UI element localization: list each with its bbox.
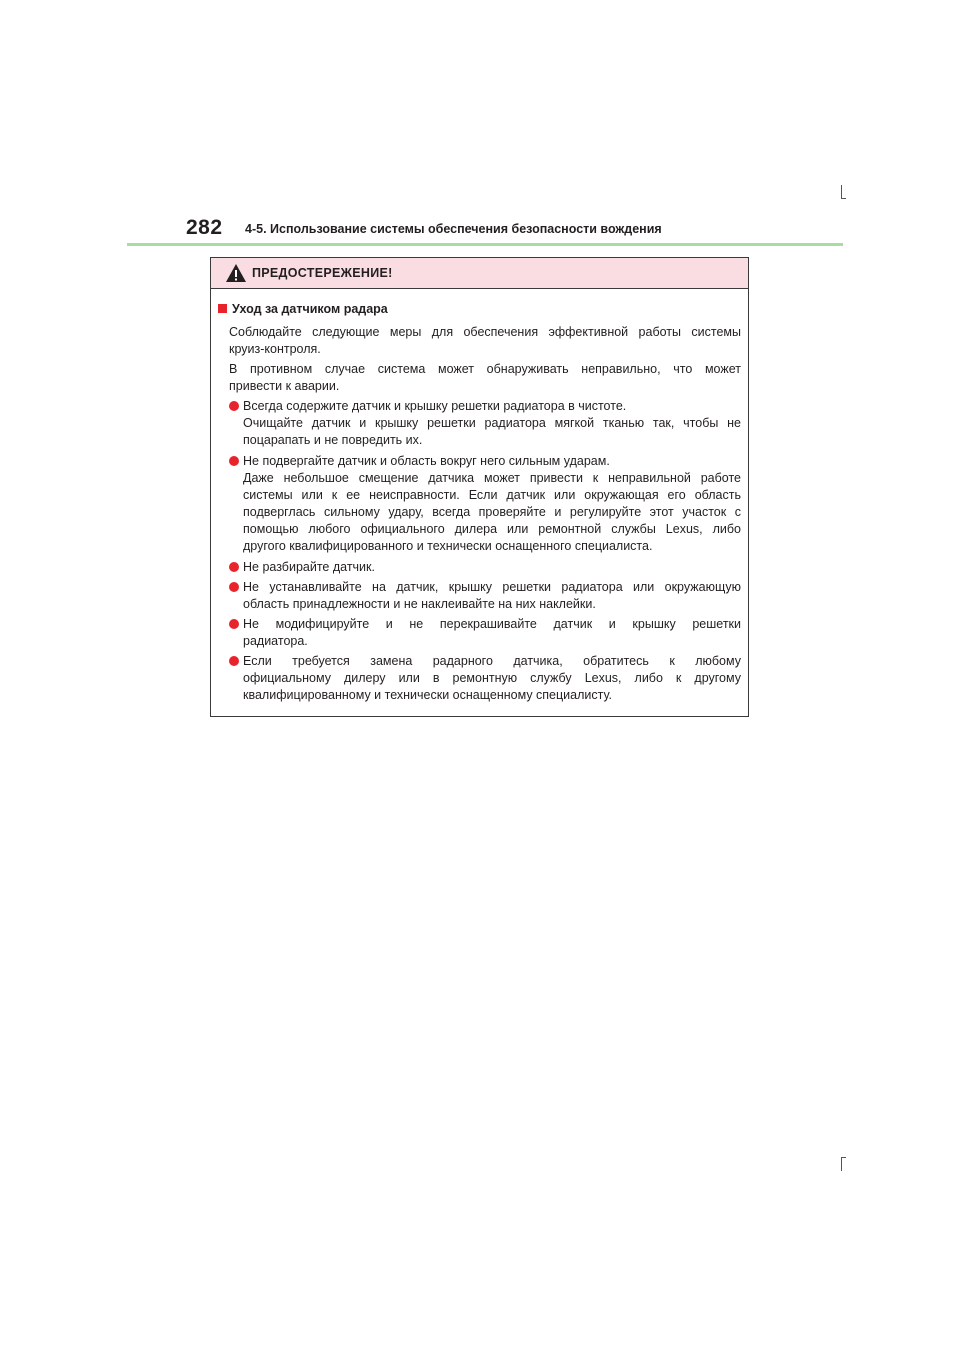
warning-subheading [218,301,388,318]
text-line: квалифицированному и технически оснащенному специалисту. [243,688,612,702]
text-line: Если требуется замена радарного датчика, обратитесь к любому [243,654,741,668]
round-bullet-icon [229,582,239,592]
list-item-text [243,616,741,650]
text-line: Соблюдайте следующие меры для обеспечения эффективной работы системы [229,325,741,339]
crop-mark-top [841,185,842,199]
list-item-text [243,653,741,704]
crop-mark-top-foot [841,198,846,199]
crop-mark-bottom-foot [841,1157,846,1158]
text-line: область принадлежности и не наклеивайте на них наклейки. [243,597,596,611]
text-line: помощью любого официального дилера или ремонтной службы Lexus, либо [243,522,741,536]
round-bullet-icon [229,562,239,572]
text-line: Не подвергайте датчик и область вокруг него сильным ударам. [243,454,610,468]
text-line: Не модифицируйте и не перекрашивайте датчик и крышку решетки [243,617,741,631]
text-line: официальному дилеру или в ремонтную службу Lexus, либо к другому [243,671,741,685]
square-bullet-icon [218,304,227,313]
text-line: В противном случае система может обнаруживать неправильно, что может [229,362,741,376]
warning-title: ПРЕДОСТЕРЕЖЕНИЕ! [252,266,393,280]
header-rule [127,243,843,246]
text-line: Не устанавливайте на датчик, крышку решетки радиатора или окружающую [243,580,741,594]
warning-box [210,257,749,717]
text-line: привести к аварии. [229,379,340,393]
text-line: системы или к ее неисправности. Если датчик или окружающая его область [243,488,741,502]
round-bullet-icon [229,656,239,666]
section-title: 4-5. Использование системы обеспечения безопасности вождения [245,222,662,236]
text-line: подверглась сильному удару, всегда проверяйте и регулируйте этот участок с [243,505,741,519]
intro-paragraph-2 [229,361,741,395]
text-line: Очищайте датчик и крышку решетки радиатора мягкой тканью так, чтобы не [243,416,741,430]
text-line: другого квалифицированного и технически оснащенного специалиста. [243,539,653,553]
list-item-text [243,579,741,613]
text-line: Всегда содержите датчик и крышку решетки радиатора в чистоте. [243,399,627,413]
text-line: поцарапать и не повредить их. [243,433,423,447]
warning-subheading-text: Уход за датчиком радара [232,302,388,316]
round-bullet-icon [229,401,239,411]
page-number: 282 [186,216,223,239]
warning-header [211,258,748,289]
text-line: радиатора. [243,634,308,648]
warning-triangle-icon [225,263,247,283]
crop-mark-bottom [841,1157,842,1171]
intro-paragraph-1 [229,324,741,358]
round-bullet-icon [229,619,239,629]
text-line: круиз-контроля. [229,342,321,356]
list-item-text [243,453,741,555]
page-header [186,213,846,245]
text-line: Даже небольшое смещение датчика может привести к неправильной работе [243,471,741,485]
text-line: Не разбирайте датчик. [243,560,375,574]
round-bullet-icon [229,456,239,466]
list-item-text [243,559,741,576]
list-item-text [243,398,741,449]
